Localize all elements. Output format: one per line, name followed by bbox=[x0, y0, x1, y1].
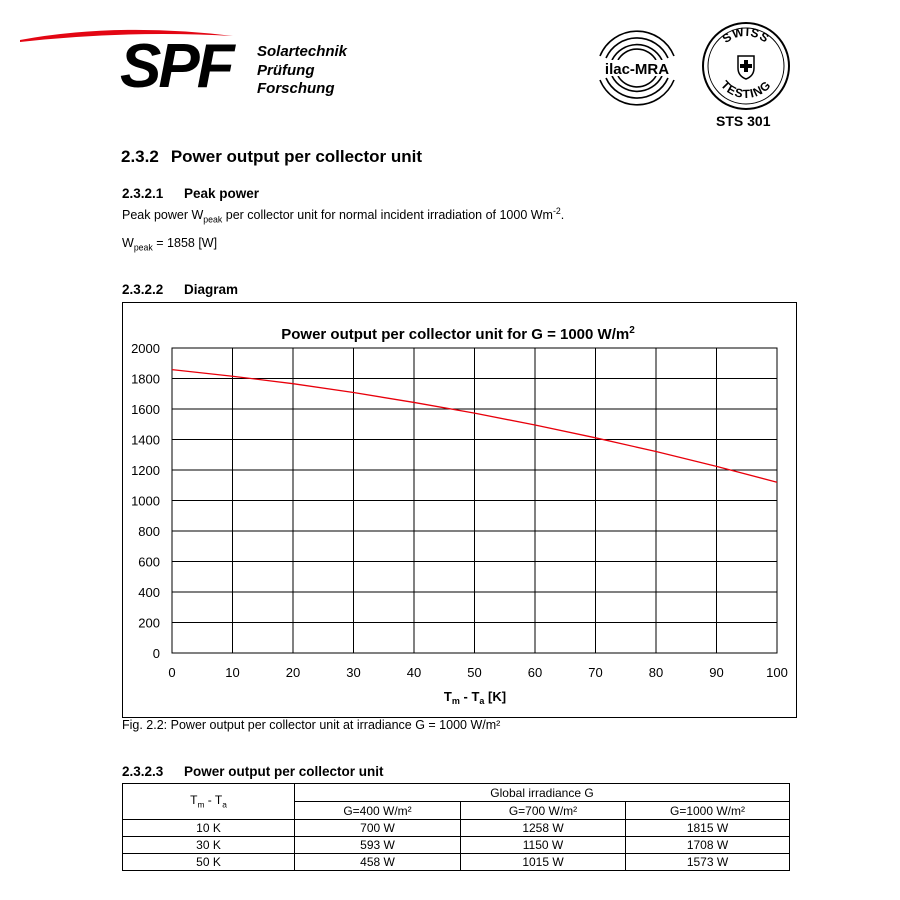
section-title: Power output per collector unit bbox=[170, 147, 423, 166]
value-symbol: W bbox=[122, 236, 134, 250]
x-axis-label: $T_m - T_a$ [K] bbox=[443, 689, 507, 706]
y-tick-label: 1000 bbox=[131, 493, 160, 509]
x-tick-label: 70 bbox=[588, 665, 603, 680]
peak-power-value bbox=[122, 236, 217, 253]
table-row bbox=[123, 854, 790, 871]
spf-logo-subtitle bbox=[257, 43, 347, 99]
table-cell: 593 W bbox=[295, 837, 461, 854]
table-row bbox=[123, 820, 790, 837]
logo-sub-line: Prüfung bbox=[257, 61, 315, 79]
x-tick-label: 50 bbox=[467, 665, 482, 680]
y-tick-label: 1800 bbox=[131, 371, 160, 387]
power-output-table bbox=[122, 783, 790, 871]
table-heading bbox=[122, 764, 384, 779]
table-cell: 1015 W bbox=[461, 854, 626, 871]
row-label: 50 K bbox=[123, 854, 295, 871]
ilac-text: ilac-MRA bbox=[604, 61, 670, 78]
column-header: G=700 W/m² bbox=[461, 802, 626, 820]
section-number: 2.3.2 bbox=[121, 147, 159, 166]
y-tick-label: 1600 bbox=[131, 402, 160, 417]
sts-label: STS 301 bbox=[716, 113, 771, 129]
peak-power-description bbox=[122, 206, 564, 225]
subsection-title: Power output per collector unit bbox=[184, 764, 384, 779]
table-cell: 1708 W bbox=[626, 837, 790, 854]
ilac-mra-seal-icon bbox=[592, 20, 682, 112]
desc-subscript: peak bbox=[203, 214, 223, 225]
x-tick-label: 10 bbox=[225, 665, 240, 680]
subsection-number: 2.3.2.3 bbox=[122, 764, 164, 779]
x-tick-label: 100 bbox=[766, 665, 788, 680]
testing-text: TESTING bbox=[718, 77, 774, 102]
desc-text: . bbox=[560, 208, 565, 223]
value-subscript: peak bbox=[133, 242, 153, 253]
power-output-chart bbox=[122, 302, 797, 718]
header-text: - T bbox=[204, 793, 223, 808]
y-tick-label: 600 bbox=[138, 554, 160, 570]
column-header: G=400 W/m² bbox=[295, 802, 461, 820]
diagram-heading bbox=[122, 282, 238, 297]
table-cell: 1258 W bbox=[461, 820, 626, 837]
row-header-cell bbox=[123, 784, 295, 820]
swiss-text: SWISS bbox=[719, 24, 773, 46]
x-tick-label: 90 bbox=[709, 665, 724, 680]
table-cell: 1150 W bbox=[461, 837, 626, 854]
y-tick-label: 400 bbox=[138, 585, 160, 600]
figure-caption: Fig. 2.2: Power output per collector unit at irradiance G = 1000 W/m² bbox=[122, 718, 501, 732]
subsection-number: 2.3.2.1 bbox=[122, 186, 164, 201]
swiss-testing-seal-icon bbox=[700, 20, 792, 112]
row-label: 10 K bbox=[123, 820, 295, 837]
table-cell: 458 W bbox=[295, 854, 461, 871]
desc-superscript: -2 bbox=[552, 206, 561, 216]
subsection-number: 2.3.2.2 bbox=[122, 282, 164, 297]
logo-sub-line: Solartechnik bbox=[257, 43, 348, 60]
header-subscript: a bbox=[222, 799, 227, 810]
x-tick-label: 0 bbox=[168, 665, 176, 680]
spf-logo: SPF bbox=[120, 32, 232, 101]
y-tick-label: 1200 bbox=[131, 463, 160, 478]
y-tick-label: 2000 bbox=[131, 341, 160, 356]
y-tick-label: 1400 bbox=[131, 432, 160, 448]
y-tick-label: 800 bbox=[138, 524, 160, 539]
y-tick-label: 200 bbox=[138, 615, 160, 631]
table-cell: 1815 W bbox=[626, 820, 790, 837]
column-header: G=1000 W/m² bbox=[626, 802, 790, 820]
group-header: Global irradiance G bbox=[295, 784, 790, 802]
desc-text: Peak power W bbox=[122, 208, 204, 223]
svg-text:TESTING bbox=[718, 78, 774, 102]
desc-text: per collector unit for normal incident irradiation of 1000 Wm bbox=[222, 208, 553, 223]
section-heading bbox=[121, 147, 422, 167]
x-tick-label: 20 bbox=[285, 665, 301, 680]
x-tick-label: 40 bbox=[406, 665, 422, 680]
subsection-title: Peak power bbox=[184, 186, 260, 201]
header-text: T bbox=[190, 793, 198, 808]
value-text: = 1858 [W] bbox=[152, 236, 218, 250]
logo-sub-line: Forschung bbox=[257, 80, 335, 97]
table-row bbox=[123, 837, 790, 854]
row-label: 30 K bbox=[123, 837, 295, 854]
table-cell: 1573 W bbox=[626, 854, 790, 871]
y-tick-label: 0 bbox=[152, 646, 160, 661]
x-tick-label: 30 bbox=[346, 665, 361, 680]
header-subscript: m bbox=[197, 799, 205, 810]
peak-power-heading bbox=[122, 186, 259, 201]
x-tick-label: 60 bbox=[527, 665, 543, 680]
x-tick-label: 80 bbox=[648, 665, 664, 680]
table-cell: 700 W bbox=[295, 820, 461, 837]
chart-title: Power output per collector unit for G = 1000 $W/m^2$ bbox=[281, 325, 635, 343]
subsection-title: Diagram bbox=[184, 282, 239, 297]
